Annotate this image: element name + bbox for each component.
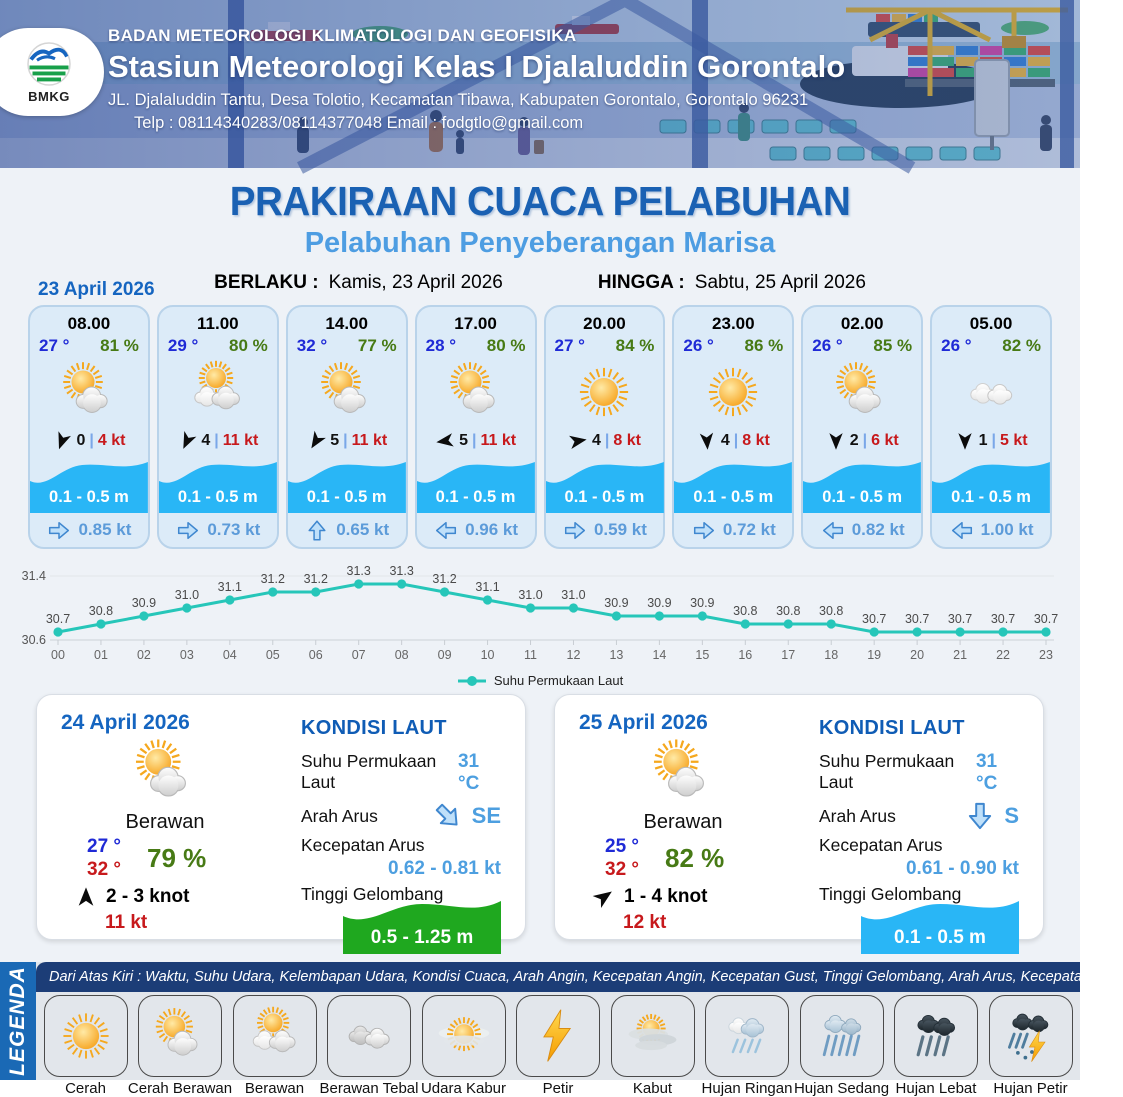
- current-speed: 1.00 kt: [980, 520, 1034, 539]
- svg-text:31.4: 31.4: [21, 569, 46, 583]
- air-temperature: 26 °: [812, 336, 843, 355]
- separator: |: [604, 432, 610, 449]
- svg-text:12: 12: [566, 648, 581, 662]
- weather-icon: [338, 1006, 400, 1066]
- current-direction-icon: [691, 519, 717, 542]
- forecast-date: 23 April 2026: [38, 279, 155, 300]
- svg-text:31.0: 31.0: [518, 588, 543, 602]
- gust-speed: 8 kt: [613, 432, 641, 449]
- svg-text:31.2: 31.2: [432, 572, 457, 586]
- legend-item: [513, 995, 603, 1097]
- svg-text:30.8: 30.8: [88, 604, 114, 618]
- current-speed: 0.73 kt: [207, 520, 261, 539]
- max-temperature: 32 °: [605, 859, 640, 880]
- current-speed-label: Kecepatan Arus: [301, 835, 425, 855]
- sst-label: Suhu Permukaan Laut: [819, 751, 955, 792]
- weather-icon: [433, 1006, 495, 1066]
- current-speed: 0.82 kt: [851, 520, 905, 539]
- svg-text:09: 09: [437, 648, 452, 662]
- current-direction-label: Arah Arus: [819, 805, 896, 826]
- air-temperature: 28 °: [425, 336, 457, 355]
- wave-height: 0.1 - 0.5 m: [49, 488, 129, 506]
- gust-speed: 12 kt: [623, 912, 667, 933]
- humidity: 85 %: [873, 336, 913, 355]
- legend-title-bar: [0, 962, 36, 1080]
- wave-height: 0.1 - 0.5 m: [177, 488, 258, 506]
- weather-icon: [634, 737, 732, 809]
- wave-height: 0.1 - 0.5 m: [564, 488, 645, 506]
- berlaku-value: Kamis, 23 April 2026: [328, 272, 503, 293]
- weather-icon: [51, 360, 127, 424]
- humidity: 81 %: [100, 336, 139, 355]
- svg-text:11: 11: [524, 648, 538, 662]
- legend-item-label: Berawan Tebal: [319, 1080, 419, 1097]
- legend-section: [0, 962, 1123, 1097]
- legend-item-label: Hujan Petir: [993, 1080, 1068, 1097]
- current-direction-icon: [820, 519, 846, 542]
- temp-humidity-row: [803, 334, 921, 356]
- separator: |: [343, 432, 348, 449]
- header-banner: [0, 0, 1080, 168]
- wind-direction-icon: [52, 431, 72, 451]
- wave-height-band: [861, 898, 1019, 954]
- weather-icon: [811, 1006, 873, 1066]
- weather-icon: [149, 1006, 211, 1066]
- forecast-card: [157, 305, 279, 549]
- current-speed-value: 0.61 - 0.90 kt: [905, 858, 1019, 879]
- weather-icon: [180, 360, 256, 424]
- current-row: [288, 513, 406, 547]
- weather-icon: [527, 1006, 589, 1066]
- humidity: 86 %: [744, 336, 784, 355]
- svg-text:21: 21: [953, 648, 968, 662]
- port-name: Pelabuhan Penyeberangan Marisa: [304, 227, 776, 259]
- sst-value: 31 °C: [457, 751, 480, 794]
- svg-text:30.9: 30.9: [690, 596, 715, 610]
- wave-height-band: [932, 457, 1050, 513]
- wind-direction-icon: [593, 886, 615, 908]
- svg-text:31.0: 31.0: [174, 588, 200, 602]
- weather-icon: [55, 1006, 117, 1066]
- svg-text:06: 06: [308, 648, 323, 662]
- sst-chart: [12, 556, 1068, 688]
- temp-humidity-row: [546, 334, 664, 356]
- humidity: 82 %: [1002, 336, 1041, 355]
- forecast-time: 20.00: [583, 314, 626, 333]
- svg-text:20: 20: [910, 648, 925, 662]
- svg-text:18: 18: [824, 648, 839, 662]
- forecast-cards-row: [28, 305, 1052, 549]
- weather-icon: [824, 360, 900, 424]
- air-temperature: 29 °: [167, 336, 199, 355]
- legend-item: [891, 995, 981, 1097]
- wind-speed: 5: [459, 432, 468, 449]
- wind-row: [546, 427, 664, 455]
- gust-speed: 11 kt: [480, 432, 517, 449]
- wave-height-band: [30, 457, 148, 513]
- wave-height-band: [546, 457, 664, 513]
- current-row: [546, 513, 664, 547]
- svg-text:30.6: 30.6: [21, 633, 46, 647]
- current-direction-value: S: [1004, 803, 1019, 828]
- wind-speed: 4: [720, 432, 730, 449]
- svg-text:19: 19: [867, 648, 882, 662]
- validity-row: [0, 272, 1080, 294]
- bmkg-logo: [0, 28, 104, 116]
- current-speed: 0.96 kt: [465, 520, 519, 539]
- legend-item: [319, 995, 419, 1097]
- current-direction-icon: [304, 519, 330, 542]
- current-row: [417, 513, 535, 547]
- humidity: 77 %: [357, 336, 397, 355]
- separator: |: [471, 432, 477, 449]
- station-address: JL. Djalaluddin Tantu, Desa Tolotio, Kecamatan Tibawa, Kabupaten Gorontalo, Gorontalo 96231: [108, 91, 809, 109]
- svg-text:31.0: 31.0: [561, 588, 586, 602]
- svg-text:30.7: 30.7: [990, 612, 1016, 626]
- current-speed: 0.85 kt: [78, 520, 132, 539]
- wave-height-band: [343, 898, 501, 954]
- legend-item: [608, 995, 698, 1097]
- forecast-card: [544, 305, 666, 549]
- legend-item: [230, 995, 320, 1097]
- wave-height-band: [159, 457, 277, 513]
- wind-row: [159, 427, 277, 455]
- wind-direction-icon: [306, 431, 326, 451]
- forecast-time: 05.00: [969, 314, 1013, 333]
- svg-text:30.9: 30.9: [131, 596, 157, 610]
- sst-chart-plot: [12, 556, 1068, 668]
- gust-speed: 11 kt: [351, 432, 388, 449]
- weather-icon: [695, 360, 771, 424]
- wind-speed: 5: [330, 432, 340, 449]
- forecast-time: 11.00: [197, 314, 239, 333]
- current-direction-icon: [965, 801, 995, 831]
- berlaku-label: BERLAKU :: [214, 272, 319, 293]
- legend-item-label: Udara Kabur: [420, 1080, 507, 1097]
- wind-speed: 2: [849, 432, 859, 449]
- weather-icon: [622, 1006, 684, 1066]
- forecast-card: [28, 305, 150, 549]
- wind-range: 1 - 4 knot: [624, 886, 708, 907]
- wave-height: 0.1 - 0.5 m: [435, 488, 516, 506]
- svg-text:30.8: 30.8: [733, 604, 758, 618]
- temp-humidity-row: [288, 334, 406, 356]
- bmkg-logo-icon: [25, 40, 73, 88]
- current-speed-label: Kecepatan Arus: [819, 835, 943, 855]
- wind-direction-icon: [826, 431, 846, 451]
- forecast-time: 02.00: [840, 314, 884, 333]
- legend-item-label: Hujan Sedang: [793, 1080, 890, 1097]
- wind-direction-icon: [177, 431, 197, 451]
- wave-height-value: 0.1 - 0.5 m: [894, 927, 986, 948]
- svg-text:31.1: 31.1: [217, 580, 242, 594]
- svg-text:30.8: 30.8: [819, 604, 844, 618]
- gust-speed: 11 kt: [105, 912, 148, 933]
- svg-text:14: 14: [652, 648, 667, 662]
- legend-item-label: Hujan Ringan: [701, 1080, 793, 1097]
- min-temperature: 27 °: [87, 836, 122, 857]
- wind-direction-icon: [435, 431, 455, 451]
- current-direction-icon: [562, 519, 588, 542]
- wind-row: [417, 427, 535, 455]
- legend-item-label: Cerah: [65, 1080, 106, 1097]
- wind-speed: 4: [591, 432, 601, 449]
- svg-text:30.7: 30.7: [904, 612, 930, 626]
- hingga-label: HINGGA :: [597, 272, 685, 293]
- svg-text:31.3: 31.3: [389, 564, 414, 578]
- weather-condition: Berawan: [643, 811, 723, 833]
- current-speed-value: 0.62 - 0.81 kt: [387, 858, 501, 879]
- svg-text:01: 01: [94, 648, 108, 662]
- daily-date: 25 April 2026: [579, 711, 708, 734]
- wind-speed: 1: [978, 432, 988, 449]
- wave-height-band: [417, 457, 535, 513]
- air-temperature: 27 °: [39, 336, 70, 355]
- wave-height: 0.1 - 0.5 m: [822, 488, 903, 506]
- svg-text:31.2: 31.2: [303, 572, 328, 586]
- svg-text:04: 04: [222, 648, 237, 662]
- separator: |: [991, 432, 996, 449]
- legend-item-label: Petir: [542, 1080, 574, 1097]
- legend-item: [986, 995, 1076, 1097]
- gust-speed: 8 kt: [742, 432, 770, 449]
- svg-text:02: 02: [136, 648, 151, 662]
- forecast-card: [672, 305, 794, 549]
- legend-item-label: Kabut: [632, 1080, 673, 1097]
- current-speed: 0.72 kt: [722, 520, 776, 539]
- forecast-card: [801, 305, 923, 549]
- wind-row: [803, 427, 921, 455]
- page-title: PRAKIRAAN CUACA PELABUHAN: [229, 178, 851, 224]
- legend-items-row: [36, 995, 1080, 1097]
- humidity: 84 %: [615, 336, 655, 355]
- daily-forecast-card: [36, 694, 526, 948]
- bmkg-logo-text: BMKG: [28, 89, 70, 104]
- svg-text:31.1: 31.1: [475, 580, 500, 594]
- weather-icon: [309, 360, 385, 424]
- wave-height-label: Tinggi Gelombang: [819, 884, 962, 904]
- weather-icon: [953, 360, 1029, 424]
- weather-icon: [244, 1006, 306, 1066]
- legend-item-label: Berawan: [244, 1080, 305, 1097]
- legend-description: Dari Atas Kiri : Waktu, Suhu Udara, Kelembapan Udara, Kondisi Cuaca, Arah Angin, Kecepatan Angin, Kecepatan Gust, Tinggi Gelombang, Arah Arus, Kecepatan Arus: [36, 962, 1080, 992]
- legend-marker-icon: [457, 675, 487, 687]
- wave-height-band: [674, 457, 792, 513]
- current-speed: 0.59 kt: [593, 520, 647, 539]
- current-row: [159, 513, 277, 547]
- svg-text:10: 10: [480, 648, 495, 662]
- svg-text:17: 17: [781, 648, 796, 662]
- forecast-time: 17.00: [454, 314, 497, 333]
- chart-legend-label: Suhu Permukaan Laut: [493, 673, 624, 688]
- svg-text:05: 05: [265, 648, 280, 662]
- current-direction-icon: [175, 519, 201, 542]
- svg-text:22: 22: [996, 648, 1010, 662]
- separator: |: [862, 432, 868, 449]
- weather-condition: Berawan: [125, 811, 205, 833]
- svg-text:03: 03: [179, 648, 194, 662]
- wave-height: 0.1 - 0.5 m: [951, 488, 1031, 506]
- humidity: 82 %: [665, 843, 725, 873]
- org-name: BADAN METEOROLOGI KLIMATOLOGI DAN GEOFISIKA: [108, 26, 577, 45]
- air-temperature: 27 °: [554, 336, 585, 355]
- svg-text:13: 13: [609, 648, 624, 662]
- forecast-card: [415, 305, 537, 549]
- svg-text:30.8: 30.8: [776, 604, 801, 618]
- wind-row: [30, 427, 148, 455]
- title-section: [0, 172, 1080, 294]
- air-temperature: 32 °: [296, 336, 328, 355]
- separator: |: [733, 432, 739, 449]
- svg-text:30.9: 30.9: [647, 596, 672, 610]
- humidity: 79 %: [147, 843, 207, 873]
- legend-item-label: Hujan Lebat: [895, 1080, 977, 1097]
- daily-cards-row: [36, 694, 1044, 948]
- gust-speed: 5 kt: [999, 432, 1028, 449]
- wind-speed: 4: [201, 432, 211, 449]
- current-direction-value: SE: [471, 803, 501, 828]
- current-row: [803, 513, 921, 547]
- wind-direction-icon: [568, 431, 588, 451]
- current-direction-icon: [433, 519, 459, 542]
- forecast-time: 08.00: [67, 314, 111, 333]
- temp-humidity-row: [674, 334, 792, 356]
- wind-direction-icon: [955, 431, 975, 451]
- svg-text:23: 23: [1039, 648, 1053, 662]
- wave-height-band: [288, 457, 406, 513]
- svg-text:15: 15: [695, 648, 710, 662]
- legend-item: [793, 995, 890, 1097]
- legend-title: LEGENDA: [6, 966, 29, 1076]
- current-row: [674, 513, 792, 547]
- daily-date: 24 April 2026: [61, 711, 190, 734]
- weather-icon: [566, 360, 642, 424]
- current-direction-icon: [46, 519, 72, 542]
- separator: |: [214, 432, 219, 449]
- forecast-card: [286, 305, 408, 549]
- svg-text:30.7: 30.7: [862, 612, 887, 626]
- svg-text:16: 16: [738, 648, 753, 662]
- humidity: 80 %: [229, 336, 268, 355]
- legend-item: [41, 995, 131, 1097]
- weather-icon: [116, 737, 214, 809]
- min-temperature: 25 °: [605, 836, 640, 857]
- current-speed: 0.65 kt: [336, 520, 390, 539]
- gust-speed: 11 kt: [222, 432, 259, 449]
- forecast-time: 14.00: [325, 314, 368, 333]
- svg-text:30.7: 30.7: [947, 612, 973, 626]
- wind-range: 2 - 3 knot: [106, 886, 190, 907]
- current-direction-label: Arah Arus: [301, 805, 378, 826]
- sst-label: Suhu Permukaan Laut: [301, 751, 437, 792]
- weather-icon: [905, 1006, 967, 1066]
- svg-text:31.3: 31.3: [346, 564, 371, 578]
- max-temperature: 32 °: [87, 859, 122, 880]
- gust-speed: 4 kt: [97, 432, 126, 449]
- temp-humidity-row: [30, 334, 148, 356]
- wind-direction-icon: [75, 886, 97, 908]
- wind-direction-icon: [697, 431, 717, 451]
- legend-item: [702, 995, 792, 1097]
- wind-row: [288, 427, 406, 455]
- sea-condition-title: KONDISI LAUT: [819, 717, 965, 739]
- weather-icon: [438, 360, 514, 424]
- current-row: [30, 513, 148, 547]
- wave-height-band: [803, 457, 921, 513]
- wind-row: [932, 427, 1050, 455]
- air-temperature: 26 °: [683, 336, 714, 355]
- daily-forecast-card: [554, 694, 1044, 948]
- hingga-value: Sabtu, 25 April 2026: [694, 272, 866, 293]
- chart-legend: [12, 673, 1068, 688]
- svg-text:08: 08: [394, 648, 409, 662]
- legend-item: [127, 995, 233, 1097]
- weather-icon: [716, 1006, 778, 1066]
- legend-item-label: Cerah Berawan: [127, 1080, 233, 1097]
- wave-height: 0.1 - 0.5 m: [306, 488, 387, 506]
- air-temperature: 26 °: [941, 336, 972, 355]
- temp-humidity-row: [159, 334, 277, 356]
- legend-item: [419, 995, 509, 1097]
- current-row: [932, 513, 1050, 547]
- temp-humidity-row: [932, 334, 1050, 356]
- temp-humidity-row: [417, 334, 535, 356]
- wave-height: 0.1 - 0.5 m: [693, 488, 774, 506]
- gust-speed: 6 kt: [871, 432, 899, 449]
- station-contact: Telp : 08114340283/08114377048 Email : fodgtlo@gmail.com: [134, 114, 584, 132]
- forecast-card: [930, 305, 1052, 549]
- svg-text:31.2: 31.2: [260, 572, 285, 586]
- svg-text:30.7: 30.7: [45, 612, 71, 626]
- wind-speed: 0: [76, 432, 86, 449]
- svg-text:07: 07: [351, 648, 366, 662]
- humidity: 80 %: [486, 336, 526, 355]
- sst-value: 31 °C: [975, 751, 998, 794]
- wind-row: [674, 427, 792, 455]
- wave-height-value: 0.5 - 1.25 m: [370, 927, 474, 948]
- current-direction-icon: [433, 801, 463, 831]
- svg-text:30.7: 30.7: [1033, 612, 1059, 626]
- station-name: Stasiun Meteorologi Kelas I Djalaluddin Gorontalo: [108, 49, 846, 84]
- current-direction-icon: [949, 519, 975, 542]
- weather-icon: [1000, 1006, 1062, 1066]
- sea-condition-title: KONDISI LAUT: [301, 717, 447, 739]
- wave-height-label: Tinggi Gelombang: [301, 884, 444, 904]
- forecast-time: 23.00: [712, 314, 755, 333]
- svg-text:00: 00: [51, 648, 65, 662]
- svg-text:30.9: 30.9: [604, 596, 629, 610]
- separator: |: [89, 432, 94, 449]
